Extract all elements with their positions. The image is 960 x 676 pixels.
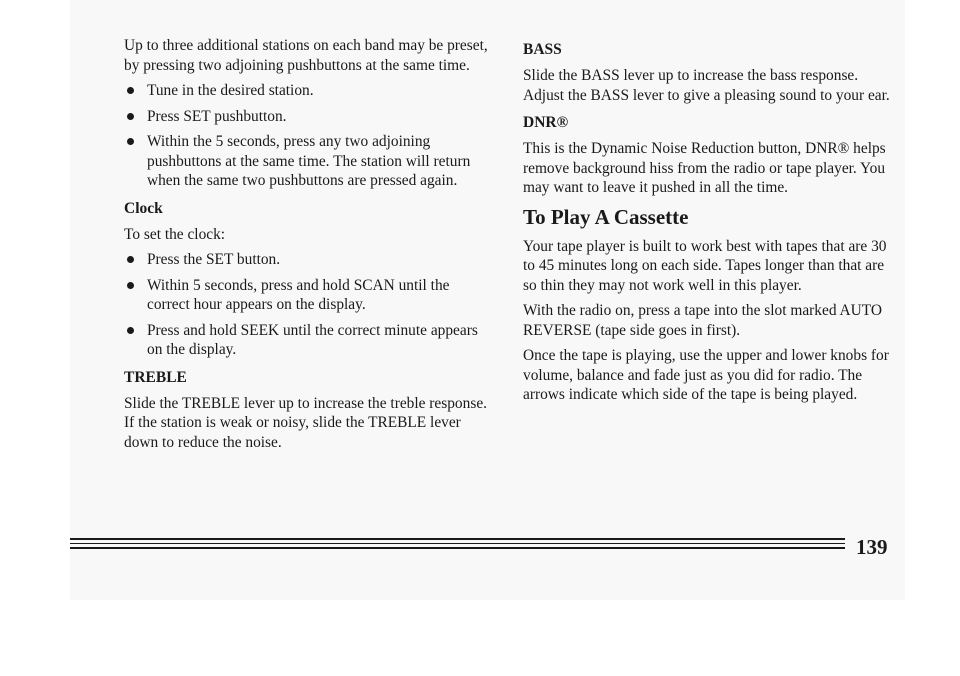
preset-steps-list: [124, 81, 494, 191]
treble-text: Slide the TREBLE lever up to increase the treble response. If the station is weak or noisy, slide the TREBLE lever down to reduce the noise.: [124, 394, 487, 451]
list-item: [124, 132, 494, 191]
cassette-heading: To Play A Cassette: [523, 204, 689, 229]
bullet-icon: [127, 282, 134, 289]
bass-heading: BASS: [523, 41, 562, 58]
bass-text: Slide the BASS lever up to increase the bass response. Adjust the BASS lever to give a pleasing sound to your ear.: [523, 67, 890, 104]
list-item: [124, 81, 494, 101]
cassette-paragraph: Once the tape is playing, use the upper and lower knobs for volume, balance and fade just as you did for radio. The arrows indicate which side of the tape is being played.: [523, 347, 889, 403]
cassette-paragraph: With the radio on, press a tape into the slot marked AUTO REVERSE (tape side goes in first).: [523, 302, 882, 339]
left-column: [124, 36, 494, 458]
bullet-icon: [127, 87, 134, 94]
dnr-text: This is the Dynamic Noise Reduction button, DNR® helps remove background hiss from the radio or tape player. You may want to leave it pushed in all the time.: [523, 140, 886, 196]
list-item-text: Within the 5 seconds, press any two adjoining pushbuttons at the same time. The station will return when the same two pushbuttons are pressed again.: [147, 133, 471, 189]
clock-steps-list: [124, 250, 494, 360]
preset-intro: Up to three additional stations on each band may be preset, by pressing two adjoining pushbuttons at the same time.: [124, 37, 488, 74]
list-item: [124, 321, 494, 360]
list-item: [124, 107, 494, 127]
dnr-heading: DNR®: [523, 114, 569, 131]
list-item: [124, 250, 494, 270]
bullet-icon: [127, 138, 134, 145]
right-column: [523, 36, 893, 411]
treble-heading: TREBLE: [124, 368, 187, 386]
list-item-text: Tune in the desired station.: [147, 82, 314, 99]
footer-rule-line: [70, 538, 845, 540]
list-item-text: Press the SET button.: [147, 251, 281, 268]
cassette-paragraph: Your tape player is built to work best with tapes that are 30 to 45 minutes long on each side. Tapes longer than that are so thin they may not work well in this player.: [523, 237, 887, 294]
list-item-text: Press and hold SEEK until the correct minute appears on the display.: [147, 321, 478, 358]
footer-rule: [70, 538, 845, 552]
clock-heading: Clock: [124, 199, 163, 217]
bullet-icon: [127, 113, 134, 120]
list-item-text: Within 5 seconds, press and hold SCAN until the correct hour appears on the display.: [147, 276, 450, 313]
bullet-icon: [127, 327, 134, 334]
page-number: 139: [856, 535, 888, 559]
footer-rule-line: [70, 547, 845, 549]
list-item-text: Press SET pushbutton.: [147, 107, 287, 125]
list-item: [124, 276, 494, 315]
bullet-icon: [127, 256, 134, 263]
footer-rule-line: [70, 543, 845, 544]
clock-intro: To set the clock:: [124, 225, 226, 243]
